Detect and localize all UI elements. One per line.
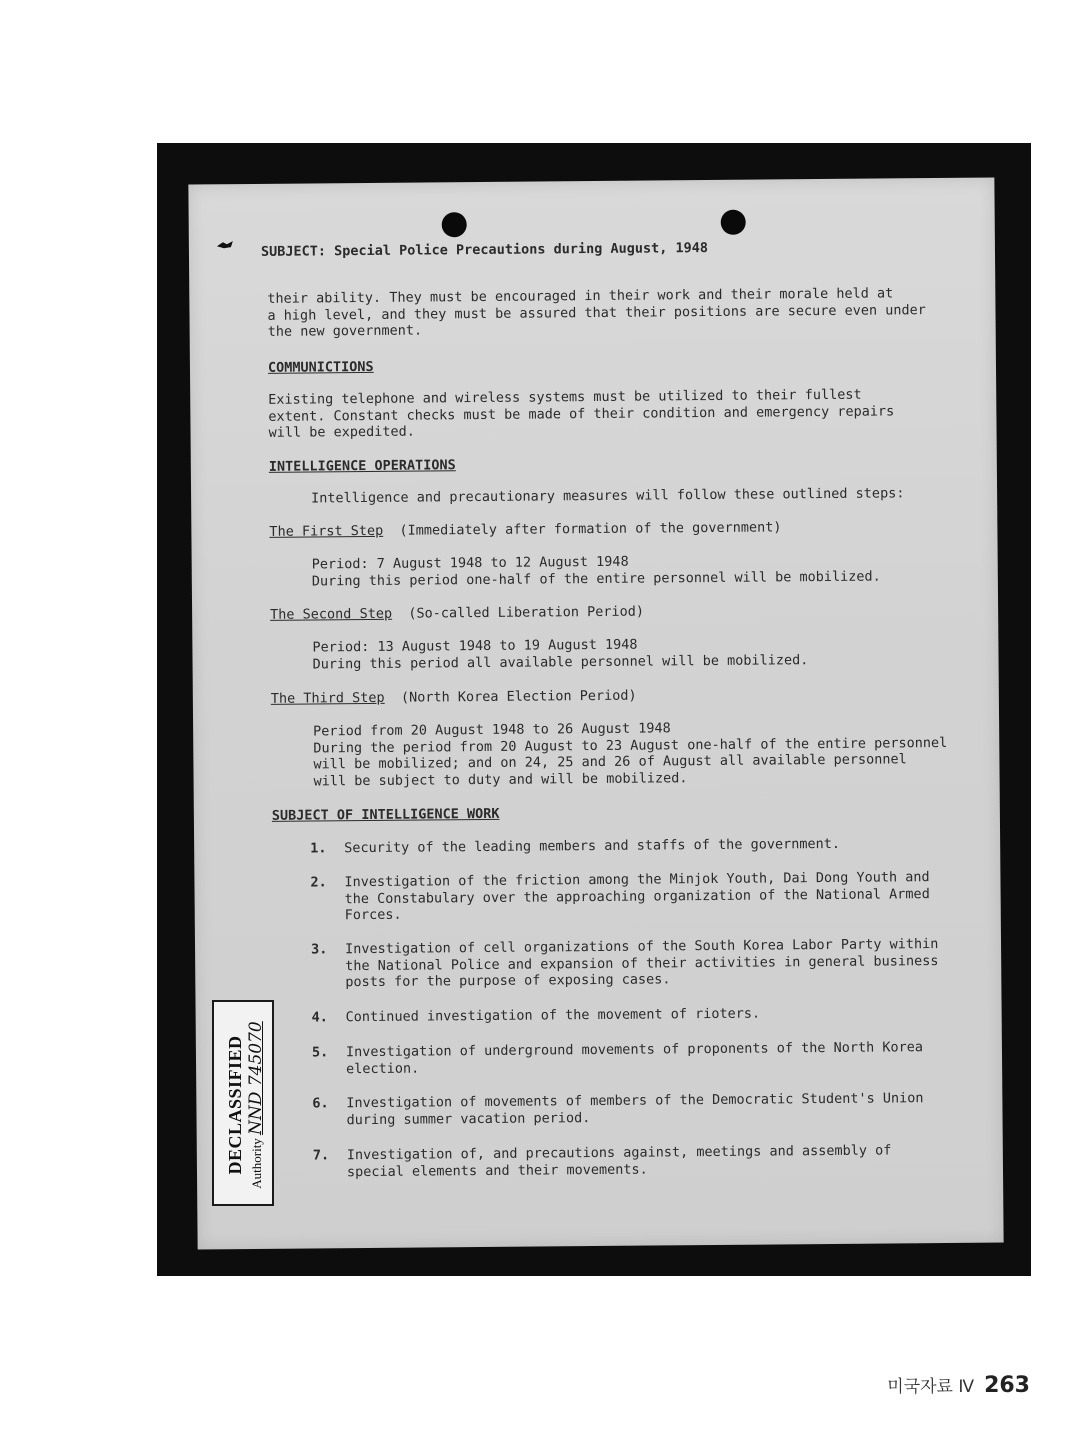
list-item-number: 2. <box>310 874 327 891</box>
list-item-number: 7. <box>312 1147 330 1164</box>
declassified-stamp <box>212 1000 274 1206</box>
step-3-title <box>271 688 637 708</box>
list-item <box>310 868 1010 924</box>
list-item <box>311 935 1011 991</box>
step-3-name: The Third Step <box>270 689 385 707</box>
communications-heading: COMMUNICTIONS <box>267 358 374 376</box>
list-item-number: 4. <box>311 1009 328 1026</box>
list-item-text: Continued investigation of the movement of rioters. <box>345 1005 761 1026</box>
step-2-body: Period: 13 August 1948 to 19 August 1948 During this period all available personnel will be mobilized. <box>312 636 809 672</box>
list-item-text: Investigation of cell organizations of the South Korea Labor Party within the National Police and expansion of their activities in general business posts for the purpose of exposing cases. <box>344 936 939 991</box>
list-item-number: 1. <box>310 840 327 857</box>
stamp-authority-label: Authority <box>248 1138 264 1189</box>
step-2-subtitle: (So-called Liberation Period) <box>408 603 645 622</box>
communications-body: Existing telephone and wireless systems must be utilized to their fullest extent. Constant checks must be made of their condition and emergency repairs will be expedited. <box>268 386 895 441</box>
page-footer <box>887 1372 1030 1398</box>
list-item-number: 3. <box>310 941 328 958</box>
step-2-name: The Second Step <box>270 605 393 623</box>
step-2-title <box>270 604 644 624</box>
intelligence-body: Intelligence and precautionary measures will follow these outlined steps: <box>311 485 905 507</box>
intelligence-heading: INTELLIGENCE OPERATIONS <box>268 457 456 475</box>
step-3-subtitle: (North Korea Election Period) <box>400 687 637 706</box>
list-item-number: 5. <box>311 1044 329 1061</box>
stamp-authority <box>246 1021 266 1189</box>
step-1-name: The First Step <box>269 522 384 540</box>
step-1-body: Period: 7 August 1948 to 12 August 1948 During this period one-half of the entire personnel will be mobilized. <box>311 553 881 589</box>
list-item-text: Security of the leading members and staffs of the government. <box>344 835 841 857</box>
list-item-number: 6. <box>312 1095 329 1112</box>
list-item <box>312 1003 1012 1026</box>
list-item <box>312 1038 1012 1077</box>
list-item-text: Investigation of underground movements of proponents of the North Korea election. <box>345 1039 924 1077</box>
document-page <box>188 178 1003 1250</box>
list-item-text: Investigation of movements of members of the Democratic Student's Union during summer vacation period. <box>346 1090 924 1128</box>
list-item <box>312 1089 1012 1128</box>
list-item-text: Investigation of, and precautions against, meetings and assembly of special elements and their movements. <box>346 1142 892 1180</box>
step-1-subtitle: (Immediately after formation of the government) <box>399 519 782 539</box>
punch-hole-right <box>721 210 746 235</box>
page-number: 263 <box>984 1373 1030 1398</box>
stamp-title: DECLASSIFIED <box>224 1035 245 1175</box>
document-subject: SUBJECT: Special Police Precautions during August, 1948 <box>260 240 709 260</box>
step-1-title <box>269 519 781 540</box>
subject-work-heading: SUBJECT OF INTELLIGENCE WORK <box>271 805 500 824</box>
punch-hole-left <box>442 212 467 237</box>
list-item <box>313 1141 1013 1180</box>
intro-paragraph: their ability. They must be encouraged in their work and their morale held at a high level, and they must be assured that their positions are secure even under the new government. <box>267 285 926 340</box>
list-item <box>310 834 1010 857</box>
list-item-text: Investigation of the friction among the Minjok Youth, Dai Dong Youth and the Constabulary over the approaching organization of the National Armed Forces. <box>344 869 930 924</box>
step-3-body: Period from 20 August 1948 to 26 August 1948 During the period from 20 August to 23 August one-half of the entire personnel will be mobilized; and on 24, 25 and 26 of August all available personnel will be subject to duty and will be mobilized. <box>313 720 948 789</box>
stamp-authority-value: NND 745070 <box>245 1021 266 1135</box>
scanned-document-frame <box>157 143 1031 1276</box>
ink-mark-icon <box>215 240 237 250</box>
footer-label: 미국자료 Ⅳ <box>887 1377 975 1397</box>
stamp-content <box>216 1005 274 1205</box>
